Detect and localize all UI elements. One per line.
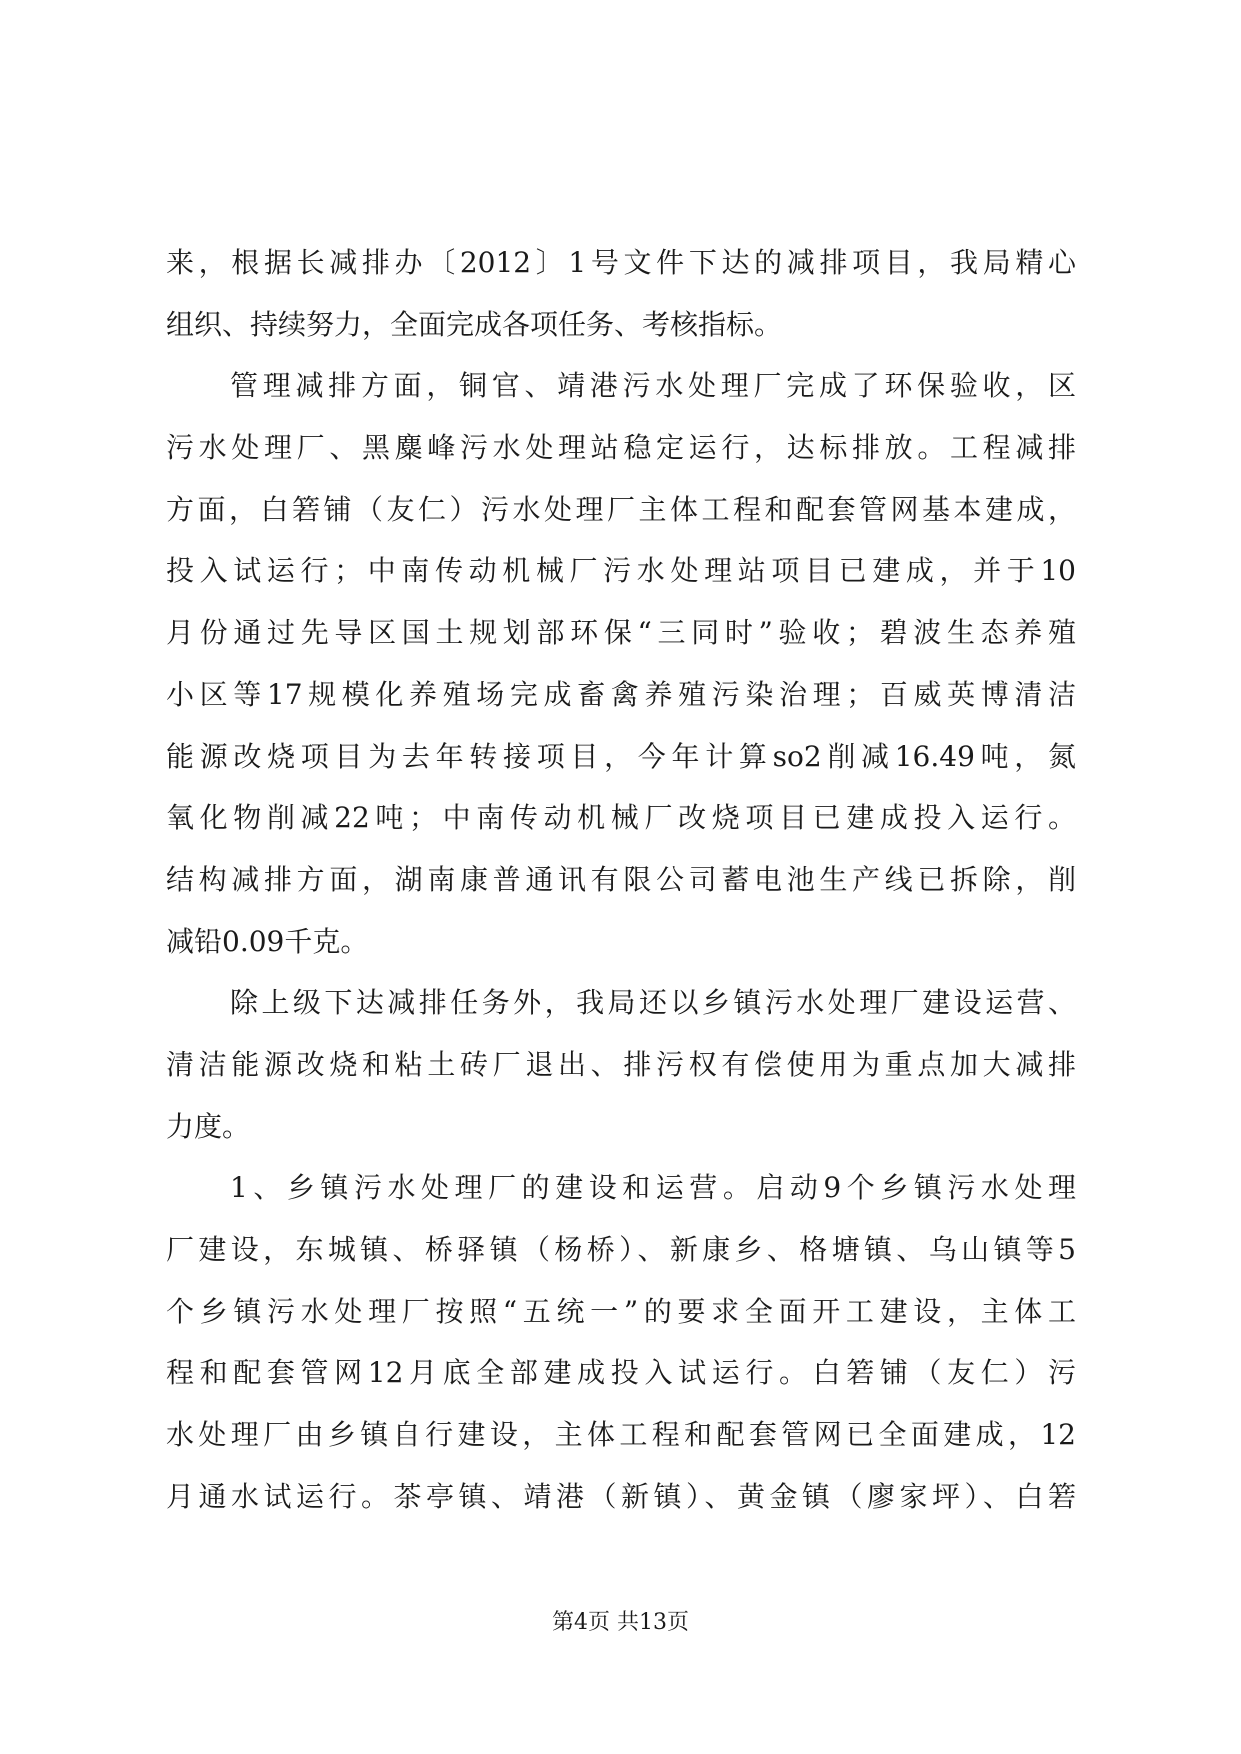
- text-line: 月份通过先导区国土规划部环保“三同时”验收；碧波生态养殖: [166, 616, 1076, 650]
- text-line: 组织、持续努力，全面完成各项任务、考核指标。: [166, 307, 783, 341]
- text-line: 程和配套管网12月底全部建成投入试运行。白箬铺（友仁）污: [166, 1356, 1076, 1390]
- text-line: 能源改烧项目为去年转接项目，今年计算so2削减16.49吨，氮: [166, 739, 1076, 773]
- text-line: 水处理厂由乡镇自行建设，主体工程和配套管网已全面建成，12: [166, 1418, 1076, 1452]
- text-line: 结构减排方面，湖南康普通讯有限公司蓄电池生产线已拆除，削: [166, 862, 1076, 896]
- text-line: 减铅0.09千克。: [166, 924, 369, 958]
- text-line: 清洁能源改烧和粘土砖厂退出、排污权有偿使用为重点加大减排: [166, 1047, 1076, 1081]
- text-line: 厂建设，东城镇、桥驿镇（杨桥）、新康乡、格塘镇、乌山镇等5: [166, 1233, 1076, 1266]
- text-line: 月通水试运行。茶亭镇、靖港（新镇）、黄金镇（廖家坪）、白箬: [166, 1479, 1076, 1513]
- text-line: 投入试运行；中南传动机械厂污水处理站项目已建成，并于10: [166, 554, 1076, 588]
- text-line: 来，根据长减排办〔2012〕1号文件下达的减排项目，我局精心: [166, 246, 1076, 279]
- text-line: 除上级下达减排任务外，我局还以乡镇污水处理厂建设运营、: [230, 986, 1076, 1020]
- text-line: 个乡镇污水处理厂按照“五统一”的要求全面开工建设，主体工: [166, 1294, 1076, 1328]
- text-line: 污水处理厂、黑麋峰污水处理站稳定运行，达标排放。工程减排: [166, 431, 1076, 465]
- text-line: 氧化物削减22吨；中南传动机械厂改烧项目已建成投入运行。: [166, 801, 1076, 835]
- text-line: 方面，白箬铺（友仁）污水处理厂主体工程和配套管网基本建成，: [166, 492, 1076, 526]
- text-line: 管理减排方面，铜官、靖港污水处理厂完成了环保验收，区: [230, 369, 1076, 403]
- body-text: [166, 232, 1076, 1527]
- page-footer: 第4页 共13页: [552, 1610, 689, 1635]
- text-line: 1、乡镇污水处理厂的建设和运营。启动9个乡镇污水处理: [230, 1171, 1076, 1205]
- text-line: 力度。: [166, 1109, 251, 1143]
- text-line: 小区等17规模化养殖场完成畜禽养殖污染治理；百威英博清洁: [166, 677, 1076, 711]
